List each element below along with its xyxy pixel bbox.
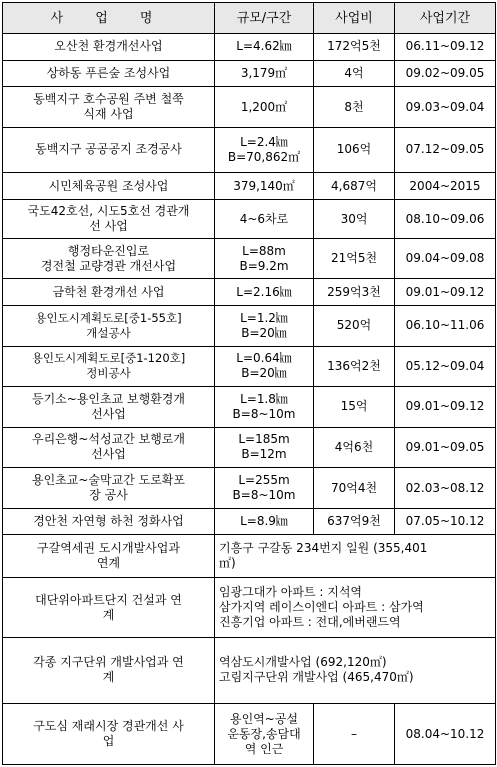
- project-name: 상하동 푸른숲 조성사업: [3, 60, 215, 87]
- project-scale: L=1.8㎞ B=8~10m: [215, 387, 314, 428]
- project-cost: 21억5천: [314, 238, 395, 279]
- project-name: 구도심 재래시장 경관개선 사 업: [3, 704, 215, 765]
- table-row: [3, 34, 496, 61]
- project-scale: L=2.4㎞ B=70,862㎡: [215, 127, 314, 172]
- project-name: 등기소~용인초교 보행환경개 선사업: [3, 387, 215, 428]
- table-row: [3, 87, 496, 128]
- project-name: 용인도시계획도로[중1-120호] 정비공사: [3, 346, 215, 387]
- project-scale: L=0.64㎞ B=20㎞: [215, 346, 314, 387]
- project-period: 09.02~09.05: [395, 60, 496, 87]
- project-name: 동백지구 공공공지 조경공사: [3, 127, 215, 172]
- project-period: 2004~2015: [395, 172, 496, 200]
- project-name: 용인초교~술막교간 도로확포 장 공사: [3, 468, 215, 509]
- project-period: 06.10~11.06: [395, 306, 496, 347]
- project-scale: 3,179㎡: [215, 60, 314, 87]
- project-cost: 4,687억: [314, 172, 395, 200]
- project-detail: 역삼도시개발사업 (692,120㎡) 고림지구단위 개발사업 (465,470㎡): [215, 637, 496, 703]
- header-period: 사업기간: [395, 3, 496, 34]
- table-row: [3, 238, 496, 279]
- project-name: 행정타운진입로 경전철 교량경관 개선사업: [3, 238, 215, 279]
- header-row: [3, 3, 496, 34]
- project-name: 국도42호선, 시도5호선 경관개 선 사업: [3, 200, 215, 238]
- project-period: 05.12~09.04: [395, 346, 496, 387]
- project-scale: L=2.16㎞: [215, 279, 314, 306]
- project-detail: 임광그대가 아파트 : 지석역 삼가지역 레이스이엔디 아파트 : 삼가역 진흥기업 아파트 : 전대,에버랜드역: [215, 578, 496, 638]
- project-detail: 기흥구 구갈동 234번지 일원 (355,401 ㎡): [215, 535, 496, 578]
- project-cost: 70억4천: [314, 468, 395, 509]
- table-row: [3, 346, 496, 387]
- project-name: 각종 지구단위 개발사업과 연 계: [3, 637, 215, 703]
- project-table: [2, 2, 496, 765]
- project-scale: 1,200㎡: [215, 87, 314, 128]
- project-name: 동백지구 호수공원 주변 철쭉 식재 사업: [3, 87, 215, 128]
- project-period: 09.01~09.12: [395, 387, 496, 428]
- project-period: 09.03~09.04: [395, 87, 496, 128]
- table-row: [3, 60, 496, 87]
- project-scale: 용인역~공설 운동장,송담대 역 인근: [215, 704, 314, 765]
- table-row: [3, 172, 496, 200]
- project-cost: 172억5천: [314, 34, 395, 61]
- project-period: 09.04~09.08: [395, 238, 496, 279]
- project-cost: –: [314, 704, 395, 765]
- project-cost: 8천: [314, 87, 395, 128]
- project-cost: 4억: [314, 60, 395, 87]
- project-cost: 106억: [314, 127, 395, 172]
- project-period: 08.10~09.06: [395, 200, 496, 238]
- project-period: 06.11~09.12: [395, 34, 496, 61]
- project-name: 오산천 환경개선사업: [3, 34, 215, 61]
- table-row: [3, 704, 496, 765]
- project-name: 경안천 자연형 하천 정화사업: [3, 508, 215, 535]
- header-name: 사 업 명: [3, 3, 215, 34]
- project-cost: 30억: [314, 200, 395, 238]
- project-period: 07.12~09.05: [395, 127, 496, 172]
- project-scale: L=88m B=9.2m: [215, 238, 314, 279]
- project-scale: 4~6차로: [215, 200, 314, 238]
- project-scale: L=8.9㎞: [215, 508, 314, 535]
- table-row: [3, 279, 496, 306]
- project-name: 시민체육공원 조성사업: [3, 172, 215, 200]
- project-name: 금학천 환경개선 사업: [3, 279, 215, 306]
- project-scale: L=1.2㎞ B=20㎞: [215, 306, 314, 347]
- project-period: 07.05~10.12: [395, 508, 496, 535]
- table-row: [3, 508, 496, 535]
- project-name: 대단위아파트단지 건설과 연 계: [3, 578, 215, 638]
- table-row-wide: [3, 535, 496, 578]
- project-cost: 15억: [314, 387, 395, 428]
- project-scale: L=255m B=8~10m: [215, 468, 314, 509]
- table-row: [3, 468, 496, 509]
- project-scale: L=185m B=12m: [215, 427, 314, 468]
- table-row: [3, 306, 496, 347]
- project-period: 09.01~09.05: [395, 427, 496, 468]
- project-scale: 379,140㎡: [215, 172, 314, 200]
- project-period: 02.03~08.12: [395, 468, 496, 509]
- project-cost: 4억6천: [314, 427, 395, 468]
- project-cost: 259억3천: [314, 279, 395, 306]
- project-cost: 136억2천: [314, 346, 395, 387]
- project-name: 용인도시계획도로[중1-55호] 개설공사: [3, 306, 215, 347]
- project-scale: L=4.62㎞: [215, 34, 314, 61]
- header-scale: 규모/구간: [215, 3, 314, 34]
- header-cost: 사업비: [314, 3, 395, 34]
- project-period: 08.04~10.12: [395, 704, 496, 765]
- table-row: [3, 200, 496, 238]
- project-cost: 637억9천: [314, 508, 395, 535]
- table-row-wide: [3, 637, 496, 703]
- project-cost: 520억: [314, 306, 395, 347]
- project-name: 구갈역세권 도시개발사업과 연계: [3, 535, 215, 578]
- project-period: 09.01~09.12: [395, 279, 496, 306]
- table-row: [3, 387, 496, 428]
- project-name: 우리은행~석성교간 보행로개 선사업: [3, 427, 215, 468]
- table-row: [3, 127, 496, 172]
- table-row: [3, 427, 496, 468]
- table-row-wide: [3, 578, 496, 638]
